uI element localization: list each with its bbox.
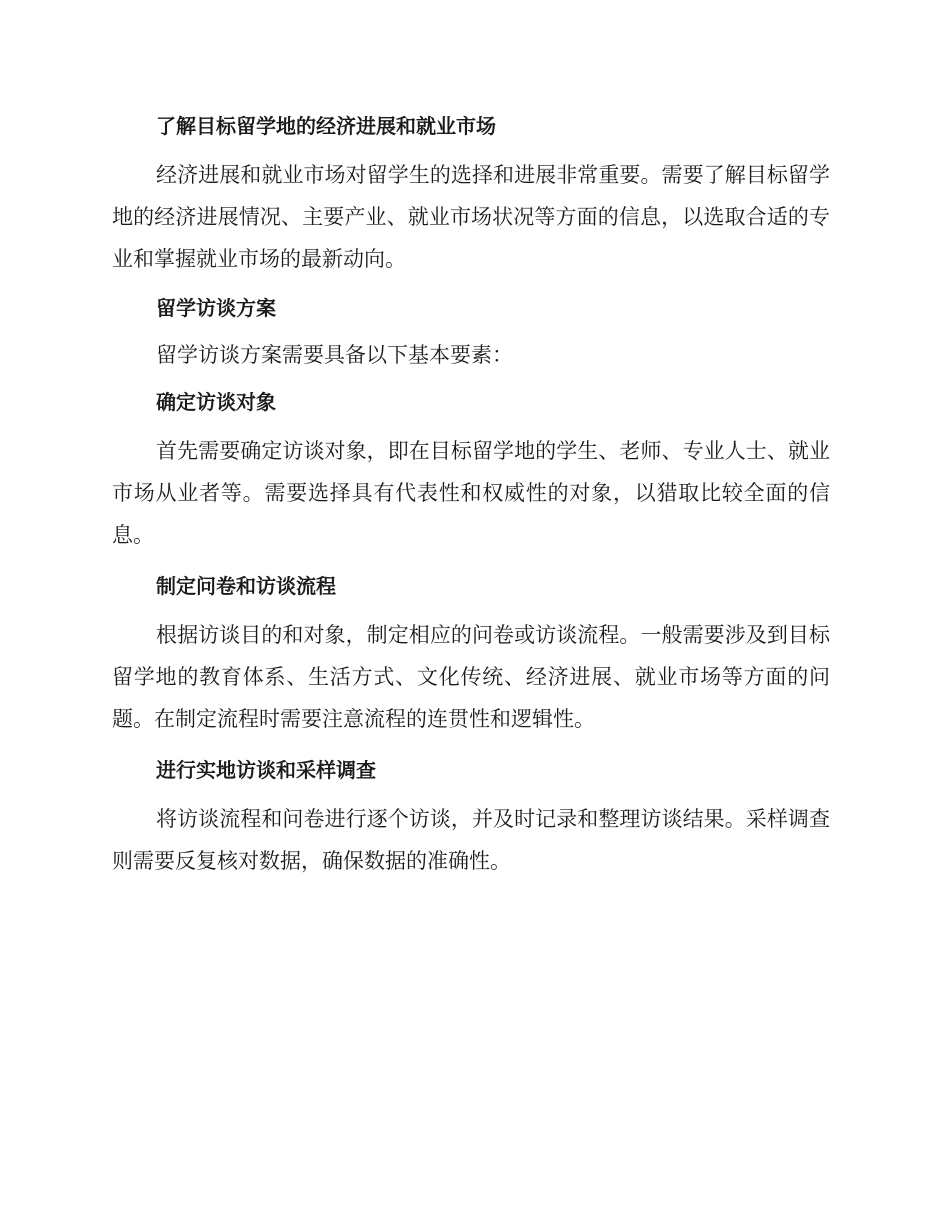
section-heading-economy: 了解目标留学地的经济进展和就业市场 xyxy=(156,114,496,138)
section-paragraph-interviewees: 首先需要确定访谈对象，即在目标留学地的学生、老师、专业人士、就业市场从业者等。需要选择具有代表性和权威性的对象，以猎取比较全面的信息。 xyxy=(112,439,830,547)
section-paragraph-questionnaire: 根据访谈目的和对象，制定相应的问卷或访谈流程。一般需要涉及到目标留学地的教育体系、生活方式、文化传统、经济进展、就业市场等方面的问题。在制定流程时需要注意流程的连贯性和逻辑性。 xyxy=(112,623,830,731)
document-body xyxy=(112,110,830,882)
section-paragraph-fieldwork: 将访谈流程和问卷进行逐个访谈，并及时记录和整理访谈结果。采样调查则需要反复核对数据，确保数据的准确性。 xyxy=(112,807,830,873)
section-paragraph-economy: 经济进展和就业市场对留学生的选择和进展非常重要。需要了解目标留学地的经济进展情况、主要产业、就业市场状况等方面的信息，以选取合适的专业和掌握就业市场的最新动向。 xyxy=(112,163,830,271)
section-heading-interviewees: 确定访谈对象 xyxy=(156,390,276,414)
section-heading-fieldwork: 进行实地访谈和采样调查 xyxy=(156,758,376,782)
section-heading-questionnaire: 制定问卷和访谈流程 xyxy=(156,574,336,598)
section-paragraph-interview-plan: 留学访谈方案需要具备以下基本要素： xyxy=(156,343,513,367)
section-heading-interview-plan: 留学访谈方案 xyxy=(156,296,276,320)
